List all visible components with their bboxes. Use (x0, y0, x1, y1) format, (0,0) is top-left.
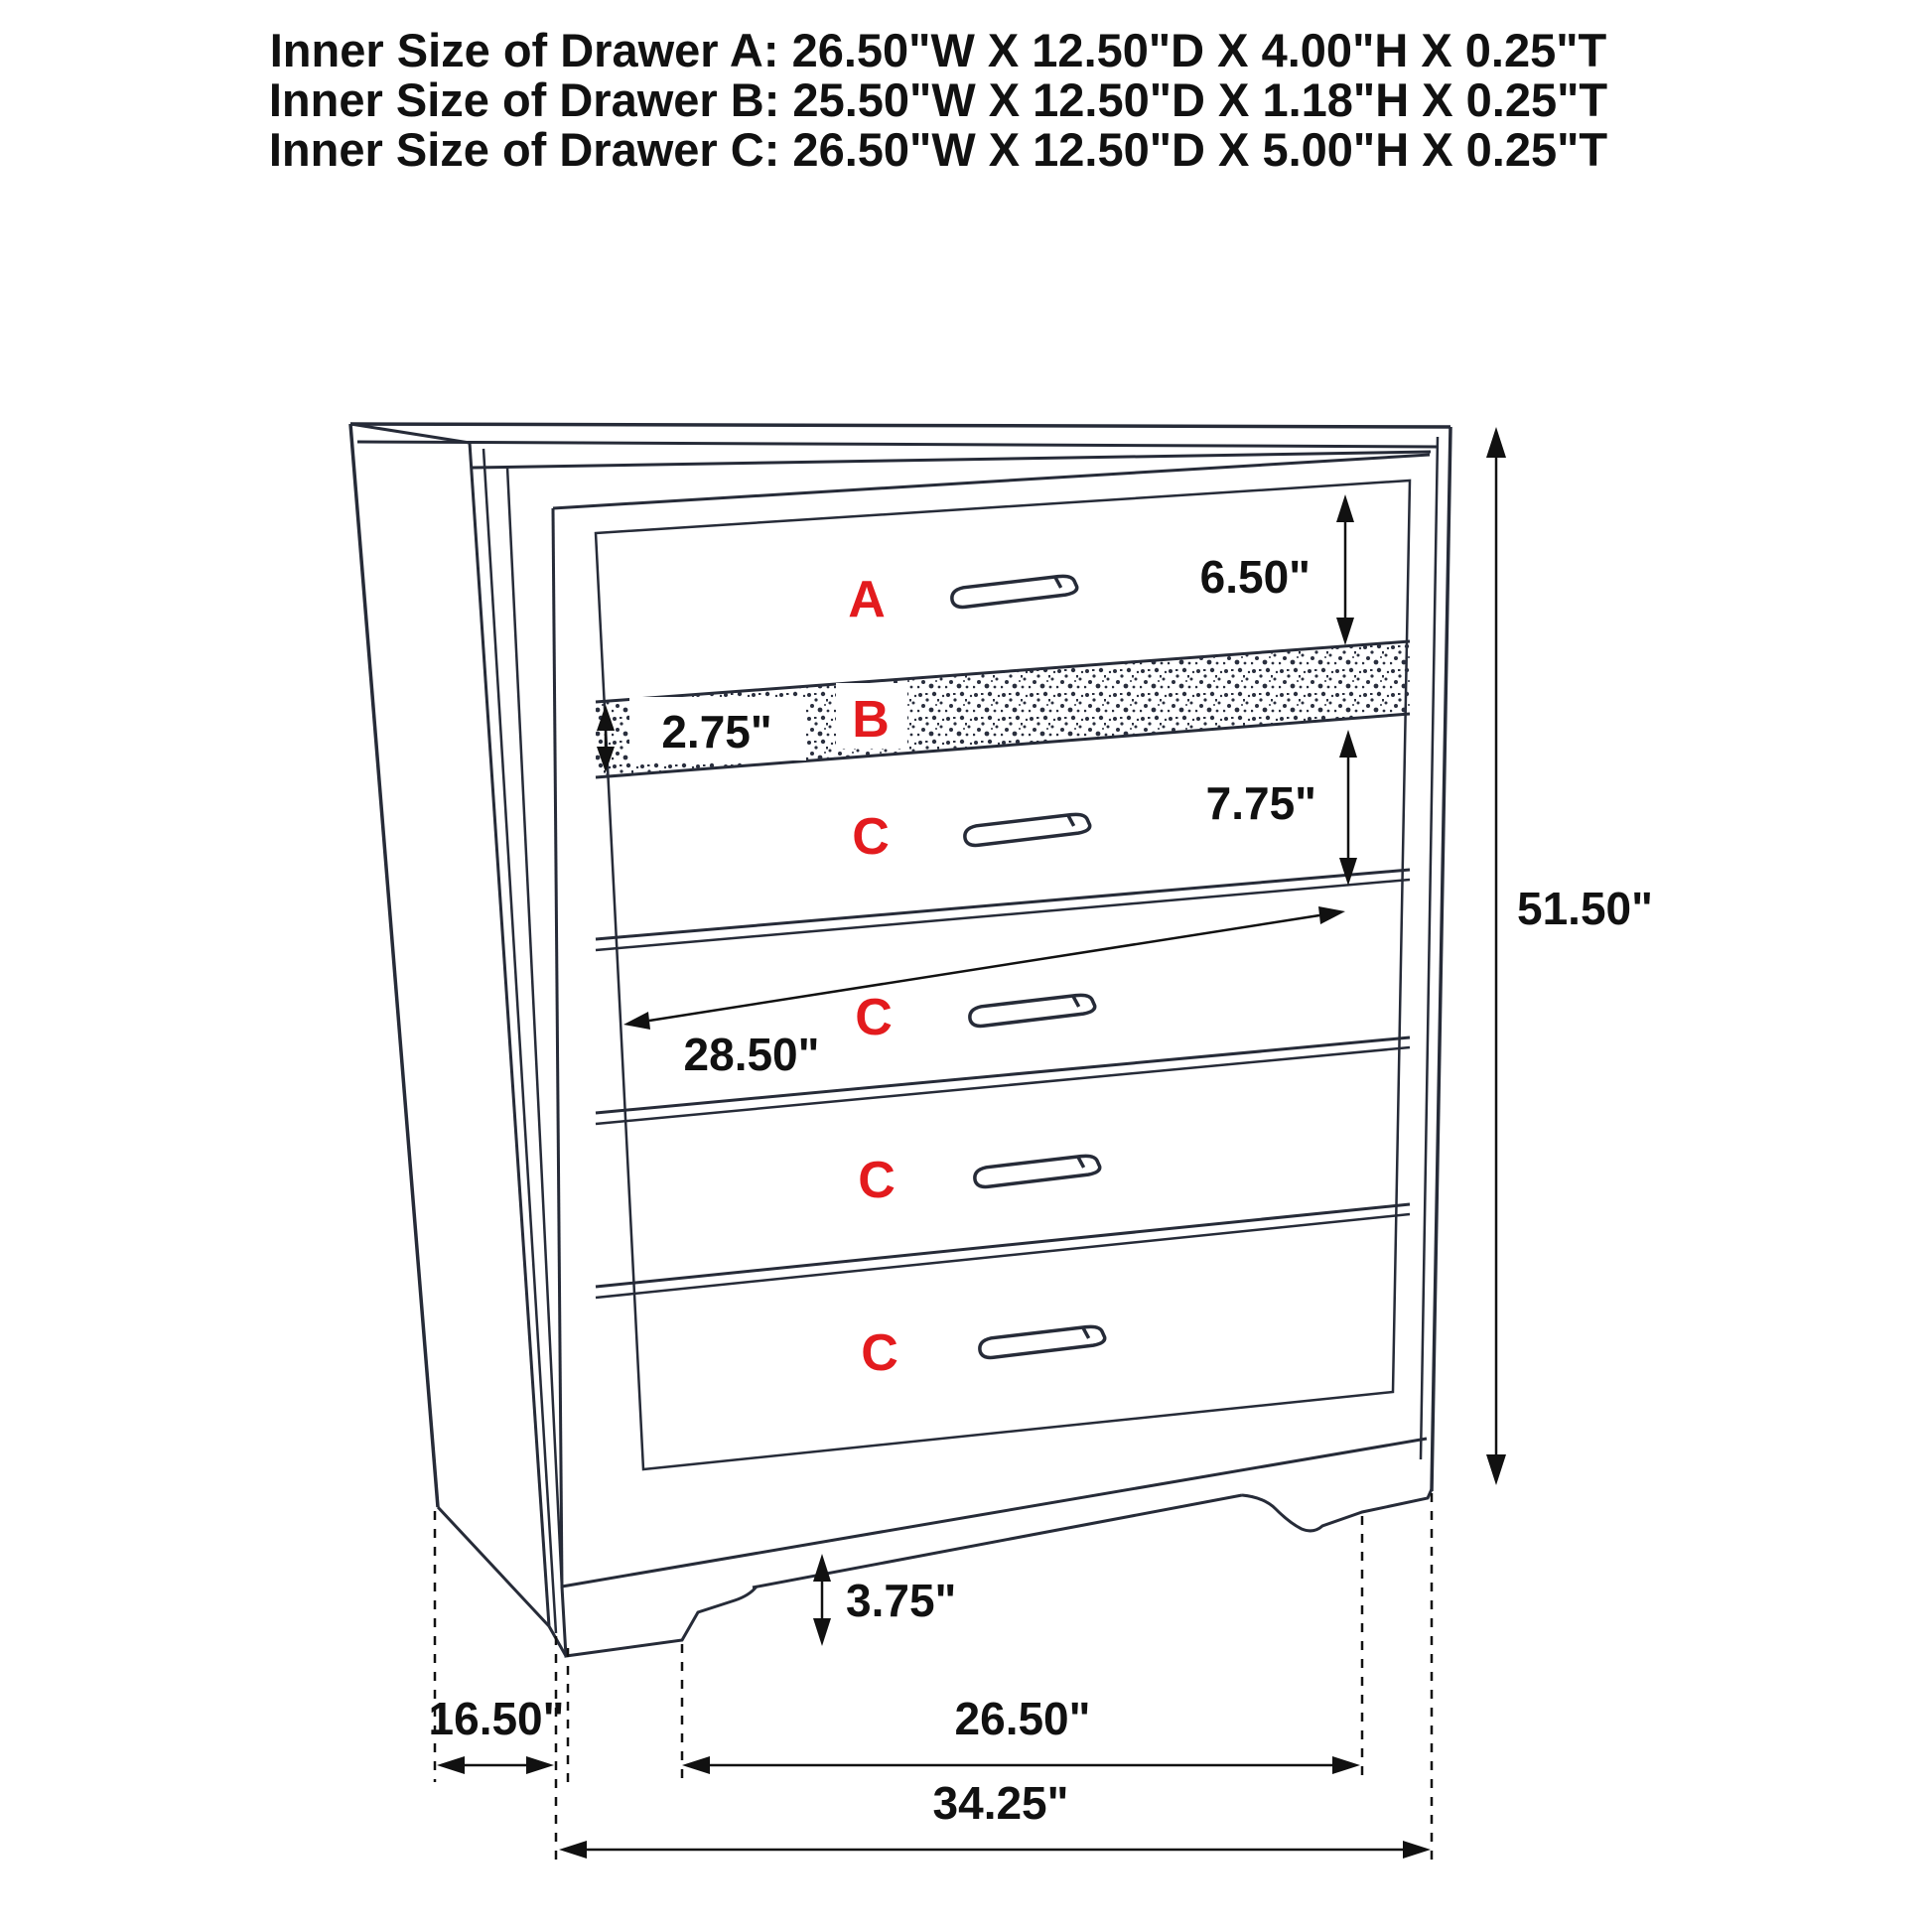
right-bracket-foot (1242, 1489, 1432, 1531)
dim-depth-value: 16.50" (428, 1693, 565, 1744)
dim-foot-height (813, 1554, 956, 1646)
top-lip-edge (357, 442, 1438, 447)
dim-drawer-c-height (1206, 730, 1357, 886)
dim-drawer-a-height-value: 6.50" (1199, 551, 1311, 603)
corner-stile-2 (483, 449, 556, 1633)
drawer-a-label: A (848, 571, 886, 628)
drawer-c1-handle-icon (964, 813, 1091, 846)
drawer-c2-handle-icon (969, 994, 1096, 1027)
dim-width-between-legs (682, 1693, 1360, 1774)
dim-depth (429, 1693, 565, 1774)
left-bracket-foot (562, 1587, 757, 1656)
drawer-c3-handle-icon (974, 1155, 1101, 1187)
top-back-edge (350, 424, 1450, 427)
dim-width-between-legs-value: 26.50" (954, 1693, 1091, 1744)
drawer-c4-label: C (861, 1324, 898, 1382)
side-top-edge (350, 424, 470, 443)
dim-overall-width-value: 34.25" (932, 1777, 1069, 1829)
drawer-opening-frame (596, 481, 1410, 1469)
drawer-b-label: B (852, 691, 890, 749)
separator-4-top (596, 1204, 1410, 1287)
dim-overall-height (1486, 427, 1653, 1485)
dim-drawer-a-height (1200, 494, 1354, 645)
dim-inner-width-value: 28.50" (683, 1029, 820, 1080)
corner-stile-1 (470, 443, 549, 1626)
spec-line-drawer-a: Inner Size of Drawer A: 26.50"W X 12.50"D X 4.00"H X 0.25"T (269, 24, 1607, 76)
frame-bottom-outer (562, 1439, 1427, 1587)
side-bottom-edge (438, 1507, 549, 1626)
dim-drawer-c-height-value: 7.75" (1205, 777, 1316, 829)
spec-line-drawer-c: Inner Size of Drawer C: 26.50"W X 12.50"D X 5.00"H X 0.25"T (268, 123, 1608, 176)
separator-4-bottom (596, 1214, 1410, 1298)
drawer-c3-label: C (858, 1152, 896, 1209)
separator-2-top (596, 870, 1410, 939)
separator-2-bottom (596, 880, 1410, 950)
dim-overall-height-value: 51.50" (1517, 883, 1653, 934)
dim-overall-width (559, 1777, 1431, 1859)
drawer-c1-label: C (852, 808, 890, 866)
drawer-c2-label: C (855, 989, 893, 1046)
side-left-edge (350, 424, 438, 1507)
top-front-edge (473, 452, 1431, 468)
cabinet-outline (350, 424, 1450, 1656)
spec-line-drawer-b: Inner Size of Drawer B: 25.50"W X 12.50"D X 1.18"H X 0.25"T (268, 73, 1608, 126)
drawer-a-handle-icon (951, 575, 1078, 608)
drawer-c4-handle-icon (979, 1325, 1106, 1358)
dim-foot-height-value: 3.75" (846, 1575, 957, 1626)
dim-drawer-b-height-value: 2.75" (661, 706, 772, 758)
